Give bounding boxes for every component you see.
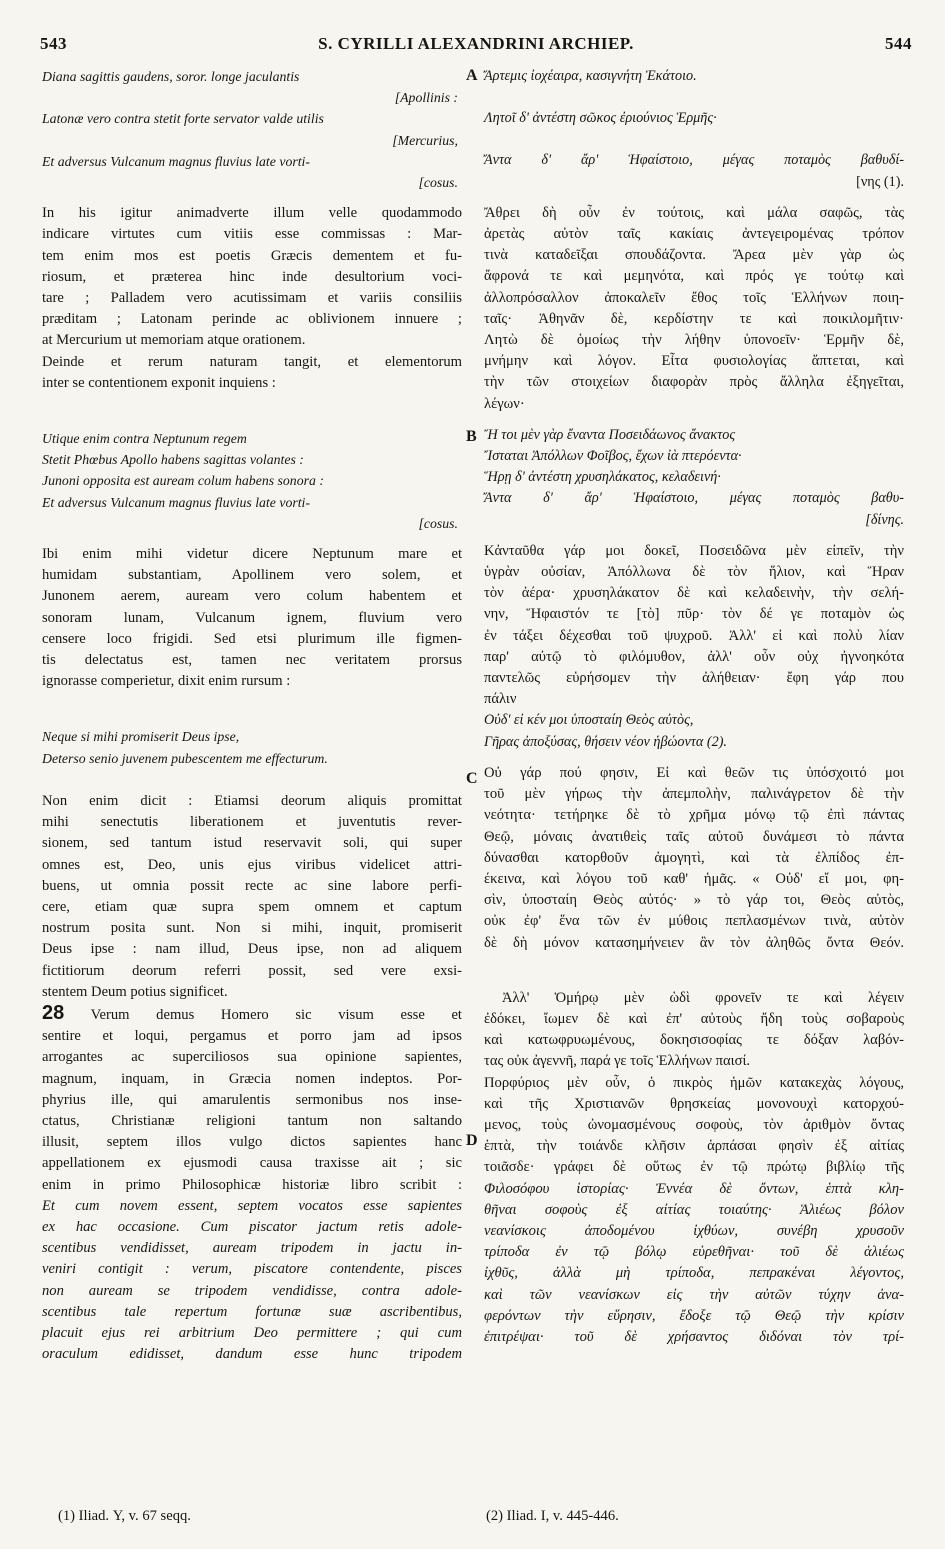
text-line: μνήμην καὶ λόγον. Εἶτα φυσιολογίας ἅπτεται, καὶ <box>484 353 904 370</box>
text-line: ctatus, Christianæ religioni tantum non saltando <box>42 1112 462 1129</box>
text-line: censere loco frigidi. Sed etsi plurimum ille figmen- <box>42 630 462 647</box>
greek-paragraph-4 <box>484 988 904 1348</box>
text-line: riosum, et præterea hinc inde desultorium voci- <box>42 268 462 285</box>
section-marker-a: A <box>466 67 478 84</box>
text-line: inter se contentionem exponit inquiens : <box>42 374 276 391</box>
text-line: Θεῷ, μόναις ἀνατιθεὶς ταῖς αὐτοῦ δυνάμεσι τὸ πάντα <box>484 828 904 845</box>
text-line: φερόντων τὴν εὕρησιν, ἔδοξε τῷ Θεῷ τὴν κρίσιν <box>484 1307 904 1324</box>
greek-paragraph-3 <box>484 763 904 954</box>
text-line: oraculum edidisset, dandum esse hunc tripodem <box>42 1346 462 1363</box>
text-line: at Mercurium ut memoriam atque orationem. <box>42 332 306 349</box>
text-line: sentire et loqui, pergamus et porro jam ad ipsos <box>42 1028 462 1045</box>
text-line: Λητὼ δὲ ὁμοίως τὴν λήθην ὑπονοεῖν· Ἑρμῆν δὲ, <box>484 332 904 349</box>
text-line: καὶ κατωφρυωμένους, δοκησισοφίας τε δόξαν λαβόν- <box>484 1032 904 1049</box>
text-line: placuit ejus rei arbitrium Deo permittere ; qui cum <box>42 1324 462 1341</box>
text-line: Non enim dicit : Etiamsi deorum aliquis promittat <box>42 792 462 809</box>
text-line: λέγων· <box>484 395 525 412</box>
text-line: παρ' αὐτῷ τὸ φιλόμυθον, ἀλλ' οὖν οὐχ ἠγνοηκότα <box>484 648 904 665</box>
text-line: παντελῶς εὑρήσομεν τὴν ἀλήθειαν· ἔφη γάρ που <box>484 670 904 687</box>
text-line: arrogantes ac superciliosos sua opinione sapientes, <box>42 1049 462 1066</box>
text-line: μενος, τοὺς ὠνομασμένους σοφοὺς, τὸν ἀριθμὸν ὄντας <box>484 1116 904 1133</box>
text-line: Et cum novem essent, septem vocatos esse sapientes <box>42 1197 462 1214</box>
text-line: scentibus tale repertum fortunæ suæ ascribentibus, <box>42 1303 462 1320</box>
text-line: sonoram lunam, Vulcanum ignem, fluvium vero <box>42 609 462 626</box>
text-line: Et adversus Vulcanum magnus fluvius late vorti- <box>42 153 310 169</box>
text-line: tis delectatus est, tamen nec veritatem prorsus <box>42 652 462 669</box>
section-marker-d: D <box>466 1132 478 1149</box>
text-line: Deinde et rerum naturam tangit, et elementorum <box>42 353 462 370</box>
text-line: σὶν, ὑποσταίη Θεὸς αὐτός· » τὸ γάρ τοι, Θεὸς αὐτὸς, <box>484 892 904 909</box>
text-line: δὲ δὴ μόνον κατασημήνειεν ἂν τὸν ἀληθῶς ὄντα Θεόν. <box>484 934 904 951</box>
text-line: mihi senectutis liberationem et juventutis rever- <box>42 814 462 831</box>
text-line: Utique enim contra Neptunum regem <box>42 431 247 447</box>
text-line: Latonæ vero contra stetit forte servator valde utilis <box>42 111 324 127</box>
text-line: Λητοῖ δ' ἀντέστη σῶκος ἐριούνιος Ἑρμῆς· <box>484 110 717 127</box>
text-line: indicare virtutes cum vitiis esse commissas : Mar- <box>42 226 462 243</box>
text-line: νεανίσκοις ἀποδομένου ἰχθύων, συνέβη χρυσοῦν <box>484 1222 904 1239</box>
text-line: τινὰ καταδεῖξαι σπουδάζοντα. Ἄρεα μὲν γὰρ ὡς <box>484 247 904 264</box>
text-line: sionem, sed tantum istud reservavit soli, qui super <box>42 835 462 852</box>
text-line: ἀλλοπρόσαλλον ἀποκαλεῖν ἔθος τοῖς Ἑλλήνων ποιη- <box>484 289 904 306</box>
footnote-2: (2) Iliad. I, v. 445-446. <box>486 1508 619 1524</box>
text-line: phyrius ille, qui amarulentis sermonibus nos inse- <box>42 1091 462 1108</box>
text-line: Ἄντα δ' ἄρ' Ἡφαίστοιο, μέγας ποταμὸς βαθυ- <box>484 490 904 507</box>
text-line: ἐν τάξει δέχεσθαι τοῦ ψυχροῦ. Ἀλλ' εἰ καὶ πολὺ λίαν <box>484 627 904 644</box>
running-header <box>40 34 912 60</box>
text-line: Stetit Phœbus Apollo habens sagittas volantes : <box>42 452 304 468</box>
text-line: veniri contigit : verum, piscatore contendente, pisces <box>42 1261 462 1278</box>
text-line: ἐδόκει, ἴωμεν δὲ καὶ ἐπ' αὐτοὺς ἤδη τοὺς σοβαροὺς <box>484 1010 904 1027</box>
text-line: [cosus. <box>418 515 458 531</box>
text-line: enim in primo Philosophicæ historiæ libro scribit : <box>42 1176 462 1193</box>
text-line: ἰχθῦς, ἀλλὰ μὴ τρίποδα, πεπρακέναι λέγοντος, <box>484 1265 904 1282</box>
text-line: cere, etiam quæ supra spem omnem et captum <box>42 898 462 915</box>
greek-column <box>484 66 904 1348</box>
page-number-right: 544 <box>885 34 912 53</box>
text-line: Οὐ γάρ πού φησιν, Εἰ καὶ θεῶν τις ὑπόσχοιτό μοι <box>484 764 904 781</box>
text-line: stentem Deum potius significet. <box>42 983 228 1000</box>
greek-verse-2 <box>484 425 904 531</box>
text-line: fictitiorum deorum referri possit, sed vere exsi- <box>42 962 462 979</box>
text-line: Junoni opposita est auream colum habens sonora : <box>42 473 324 489</box>
text-line: tem enim mos est poetis Græcis dementem et fu- <box>42 247 462 264</box>
text-line: Deus ipse : nam illud, Deus ipse, non ad aliquem <box>42 941 462 958</box>
text-line: Diana sagittis gaudens, soror. longe jaculantis <box>42 69 300 84</box>
text-line: Ἥρῃ δ' ἀντέστη χρυσηλάκατος, κελαδεινή· <box>484 469 721 486</box>
text-line: τοῦ μὲν γήρως τὴν ἀπεμπολὴν, παλινάγρετον δὲ τὴν <box>484 786 904 803</box>
text-line: Οὐδ' εἰ κέν μοι ὑποσταίη Θεὸς αὐτὸς, <box>484 712 694 729</box>
text-line: ex hac occasione. Cum piscator jactum retis adole- <box>42 1218 462 1235</box>
text-line: θῆναι σοφοὺς ἐξ αἰτίας τοιαύτης· Ἁλιέως βόλον <box>484 1201 904 1218</box>
latin-paragraph-4 <box>42 1003 462 1365</box>
greek-verse-3 <box>484 710 904 752</box>
text-line: buens, ut omnia possit recte ac sine labore perfi- <box>42 877 462 894</box>
section-number: 28 <box>42 1001 65 1024</box>
text-line: ignorasse comperietur, dixit enim rursum : <box>42 673 291 690</box>
text-line: Et adversus Vulcanum magnus fluvius late vorti- <box>42 494 310 510</box>
text-line: Ibi enim mihi videtur dicere Neptunum mare et <box>42 546 462 563</box>
text-line: humidam substantiam, Apollinem vero solem, et <box>42 567 462 584</box>
running-title: S. CYRILLI ALEXANDRINI ARCHIEP. <box>318 34 634 53</box>
text-line: Ἄρτεμις ἰοχέαιρα, κασιγνήτη Ἑκάτοιο. <box>484 68 697 84</box>
text-line: Κἀνταῦθα γάρ μοι δοκεῖ, Ποσειδῶνα μὲν εἰπεῖν, τὴν <box>484 542 904 559</box>
latin-column <box>42 66 462 1365</box>
text-line: ἀρετὰς αὐτὸν ταῖς κακίαις ἀντεγειρομένας τρόπον <box>484 226 904 243</box>
latin-verse-2 <box>42 428 462 534</box>
text-line: scentibus vendidisset, auream tripodem in jactu in- <box>42 1240 462 1257</box>
text-line: νεότητα· τετήρηκε δὲ τὸ χρῆμα μόνῳ τῷ ἐπὶ πάντας <box>484 807 904 824</box>
latin-paragraph-3 <box>42 791 462 1003</box>
section-marker-b: B <box>466 428 477 445</box>
text-line: δύνασθαι κατορθοῦν ἀμογητὶ, καὶ τὰ ἐλπίδος ἐπ- <box>484 849 904 866</box>
greek-verse-1 <box>484 66 904 193</box>
text-line: nostrum posita sunt. Non si mihi, inquit, promiserit <box>42 920 462 937</box>
text-line: Ἀλλ' Ὁμήρῳ μὲν ὡδὶ φρονεῖν τε καὶ λέγειν <box>502 989 904 1006</box>
text-line: τρίποδα ἐν τῷ βόλῳ εὑρεθῆναι· τοῦ δὲ ἁλιέως <box>484 1244 904 1261</box>
text-line: [νης (1). <box>856 173 904 190</box>
text-line: ἄφρονά τε καὶ μεμηνότα, καὶ πρός γε τούτῳ καὶ <box>484 268 904 285</box>
text-line: [cosus. <box>418 175 458 191</box>
text-line: νην, Ἥφαιστόν τε [τὸ] πῦρ· τὸν δέ γε ποταμὸν ὡς <box>484 606 904 623</box>
text-line: πάλιν <box>484 691 517 708</box>
text-line: ἐπιτρέψαι· τοῦ δὲ χρήσαντος διδόναι τὸν τρί- <box>484 1328 904 1345</box>
text-line: Ἤ τοι μὲν γὰρ ἔναντα Ποσειδάωνος ἄνακτος <box>484 426 736 443</box>
text-line: Deterso senio juvenem pubescentem me effecturum. <box>42 750 328 766</box>
text-line: præditam ; Latonam perinde ac oblivionem innuere ; <box>42 311 462 328</box>
text-line: ἑπτὰ, τὴν τοιάνδε κλῆσιν ἁρπάσαι φησὶν ἐξ αἰτίας <box>484 1138 904 1155</box>
text-line: τας οὐκ ἀγεννῆ, παρά γε τοῖς Ἑλλήνων παισί. <box>484 1053 751 1070</box>
latin-paragraph-2 <box>42 544 462 692</box>
text-line: έκεινα, καὶ λόγου τοῦ καθ' ἡμᾶς. « Οὐδ' εἴ μοι, φη- <box>484 870 904 887</box>
text-line: [Apollinis : <box>394 90 458 106</box>
text-line: καὶ τῶν νεανίσκων εἰς τὴν αὐτῶν τύχην ἀνα- <box>484 1286 904 1303</box>
text-line: τὸν ἀέρα· χρυσηλάκατον δὲ καὶ κελαδεινὴν, τὴν σελή- <box>484 585 904 602</box>
latin-paragraph-1 <box>42 203 462 394</box>
text-line: τοιᾶσδε· γράφει δὲ οὕτως ἐν τῷ πρώτῳ βιβλίῳ τῆς <box>484 1159 904 1176</box>
text-line: ὑγρὰν οὐσίαν, Ἀπόλλωνα δὲ τὸν ἥλιον, καὶ Ἥραν <box>484 564 904 581</box>
text-line: Γῆρας ἀποξύσας, θήσειν νέον ἡβώοντα (2). <box>484 733 727 750</box>
text-line: ταῖς· Ἀθηνᾶν δὲ, κερδίστην τε καὶ ποικιλομῆτιν· <box>484 310 904 327</box>
text-line: [Mercurius, <box>392 132 458 148</box>
text-line: Neque si mihi promiserit Deus ipse, <box>42 729 240 745</box>
footnote-1: (1) Iliad. Υ, v. 67 seqq. <box>58 1508 191 1524</box>
text-line: Πορφύριος μὲν οὖν, ὁ πικρὸς ἡμῶν κατακεχὰς λόγους, <box>484 1074 904 1091</box>
text-line: illusit, septem illos vulgo dictos sapientes hanc <box>42 1134 462 1151</box>
latin-verse-3 <box>42 726 462 768</box>
latin-verse-1 <box>42 66 462 193</box>
text-line: In his igitur animadverte illum velle quodammodo <box>42 205 462 222</box>
text-line: Ἄθρει δὴ οὖν ἐν τούτοις, καὶ μάλα σαφῶς, τὰς <box>484 204 904 221</box>
text-line: [δίνης. <box>865 511 904 528</box>
text-line: appellationem ex ejusmodi causa traxisse ait ; sic <box>42 1155 462 1172</box>
page-number-left: 543 <box>40 34 67 53</box>
text-line: tare ; Palladem vero acutissimam et variis consiliis <box>42 290 462 307</box>
text-line: non auream se tripodem vendidisse, contra adole- <box>42 1282 462 1299</box>
greek-paragraph-1 <box>484 203 904 415</box>
text-line: Ἄντα δ' ἄρ' Ἡφαίστοιο, μέγας ποταμὸς βαθυδί- <box>484 152 904 169</box>
text-line: magnum, inquam, in Græcia nomen indeptos. Por- <box>42 1070 462 1087</box>
text-line: omnes est, Deo, unis ejus viribus videlicet attri- <box>42 856 462 873</box>
greek-paragraph-2 <box>484 541 904 711</box>
text-span: Verum demus Homero sic visum esse et <box>90 1006 462 1023</box>
text-line: Ἴσταται Ἀπόλλων Φοῖβος, ἔχων ἰὰ πτερόεντα· <box>484 448 742 465</box>
text-line <box>42 1003 462 1026</box>
section-marker-c: C <box>466 770 478 787</box>
text-line: τὴν τῶν στοιχείων διαφορὰν πρὸς ἄλληλα ἐξηγεῖται, <box>484 374 904 391</box>
text-line: οὐκ ἐφ' ἕνα τῶν ἐν μύθοις πεπλασμένων τινὰ, αὐτὸν <box>484 913 904 930</box>
text-line: Φιλοσόφου ἱστορίας· Ἐννέα δὲ ὄντων, ἑπτὰ κλη- <box>484 1180 904 1197</box>
text-line: Junonem aerem, auream vero colum habentem et <box>42 588 462 605</box>
text-line: καὶ τῆς Χριστιανῶν θρησκείας μονονουχὶ κατορχού- <box>484 1095 904 1112</box>
